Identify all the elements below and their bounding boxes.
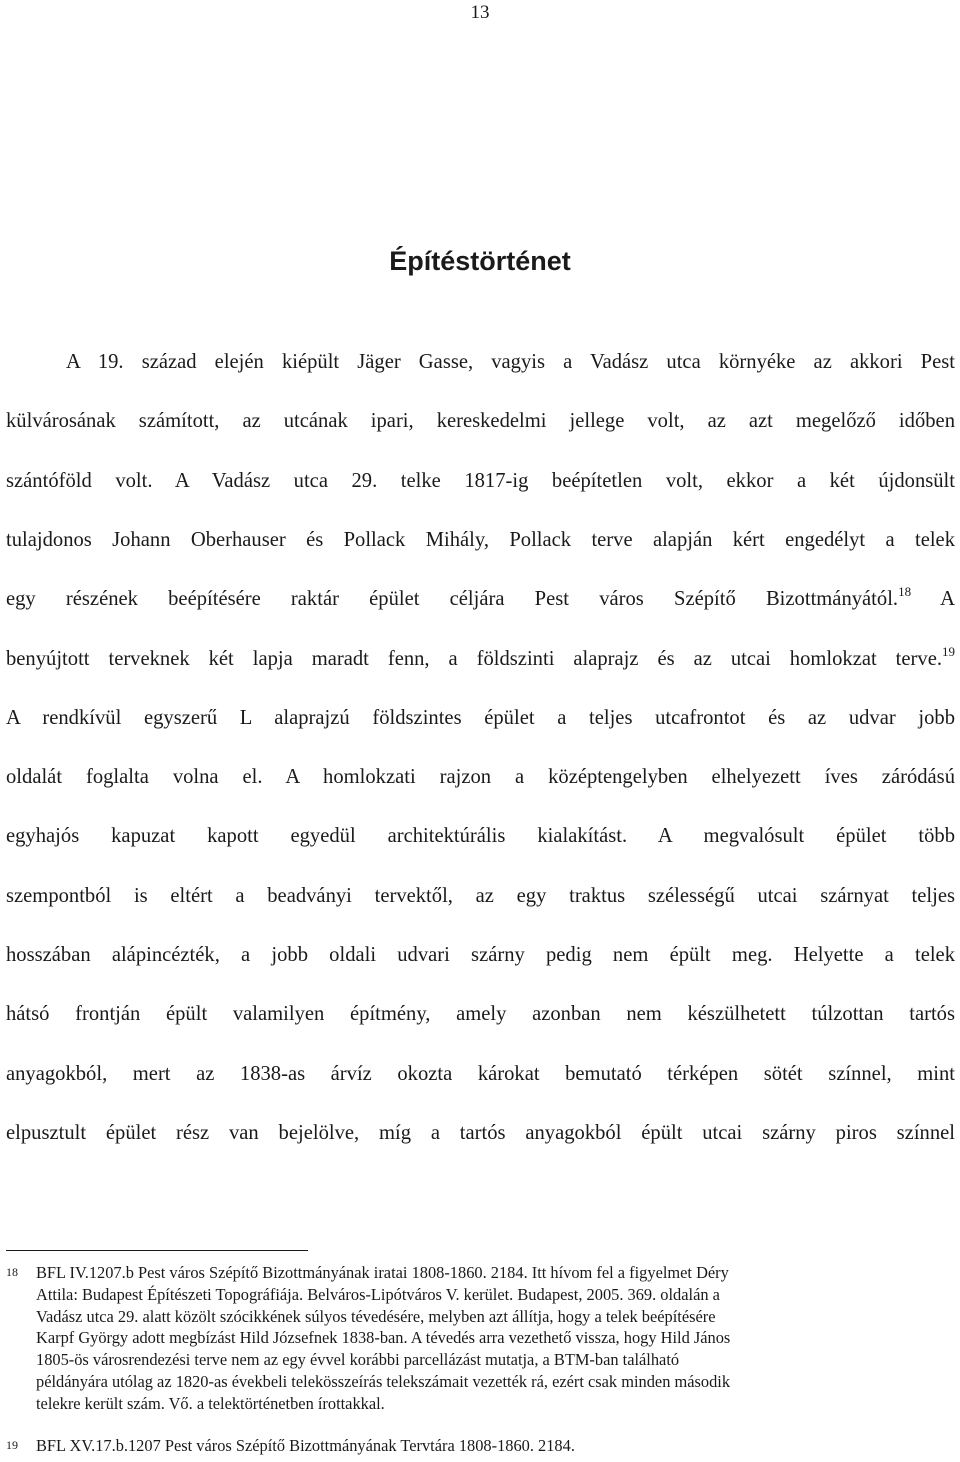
line-text: A [911, 588, 955, 611]
paragraph-line [6, 1123, 955, 1144]
paragraph-line [6, 411, 955, 432]
footnote-line: példányára utólag az 1820-as évekbeli telekösszeírás telekszámait vezették rá, ezért csak minden második [36, 1371, 731, 1391]
footnote-line: BFL IV.1207.b Pest város Szépítő Bizottmányának iratai 1808-1860. 2184. Itt hívom fel a figyelmet Déry [36, 1263, 729, 1282]
paragraph-line [6, 1064, 955, 1085]
paragraph-line [6, 886, 955, 907]
line-text: egyhajós kapuzat kapott egyedül architektúrális kialakítást. A megvalósult épület több [6, 825, 955, 848]
paragraph-line [66, 352, 955, 373]
footnote-line: BFL XV.17.b.1207 Pest város Szépítő Bizottmányának Tervtára 1808-1860. 2184. [36, 1436, 575, 1455]
footnote-reference[interactable]: 19 [942, 643, 955, 659]
paragraph-line [6, 708, 955, 729]
paragraph-line [6, 584, 955, 611]
line-text: anyagokból, mert az 1838-as árvíz okozta károkat bemutató térképen sötét színnel, mint [6, 1062, 955, 1085]
line-text: hosszában alápincézték, a jobb oldali udvari szárny pedig nem épült meg. Helyette a telek [6, 944, 955, 966]
section-heading: Építéstörténet [389, 246, 571, 276]
footnote-text [36, 1262, 936, 1415]
footnote-reference[interactable]: 18 [898, 584, 912, 600]
line-text: elpusztult épület rész van bejelölve, míg a tartós anyagokból épült utcai szárny piros színnel [6, 1121, 955, 1144]
footnote-mark: 19 [6, 1438, 18, 1452]
line-text: benyújtott terveknek két lapja maradt fenn, a földszinti alaprajz és az utcai homlokzat terve. [6, 647, 942, 670]
paragraph-line [6, 643, 955, 670]
paragraph-line [6, 767, 955, 788]
footnote-line: 1805-ös városrendezési terve nem az egy évvel korábbi parcellázást mutatja, a BTM-ban található [36, 1350, 680, 1370]
footnote-divider [6, 1250, 308, 1251]
line-text: szántóföld volt. A Vadász utca 29. telke 1817-ig beépítetlen volt, ekkor a két újdonsült [6, 469, 955, 492]
line-text: A 19. század elején kiépült Jäger Gasse, vagyis a Vadász utca környéke az akkori Pest [66, 351, 955, 373]
line-text: A rendkívül egyszerű L alaprajzú földszintes épület a teljes utcafrontot és az udvar jobb [6, 706, 955, 729]
footnote-line: Karpf György adott megbízást Hild Józsefnek 1838-ban. A tévedés arra vezethető vissza, hogy Hild János [36, 1328, 731, 1348]
line-text: egy részének beépítésére raktár épület céljára Pest város Szépítő Bizottmányától. [6, 588, 899, 611]
paragraph-line [6, 1004, 955, 1025]
line-text: oldalát foglalta volna el. A homlokzati rajzon a középtengelyben elhelyezett íves záródású [6, 766, 955, 789]
paragraph-line [6, 945, 955, 966]
footnote-line: telekre került szám. Vő. a telektörténetben írottakkal. [36, 1393, 385, 1413]
footnote-text [36, 1435, 936, 1457]
line-text: hátsó frontján épült valamilyen építmény, amely azonban nem készülhetett túlzottan tartós [6, 1003, 955, 1026]
footnote-line: Attila: Budapest Építészeti Topográfiája. Belváros-Lipótváros V. kerület. Budapest, 2005. 369. oldalán a [36, 1284, 720, 1304]
page-number: 13 [470, 2, 490, 23]
paragraph-line [6, 471, 955, 492]
paragraph-line [6, 826, 955, 847]
line-text: szempontból is eltért a beadványi tervektől, az egy traktus szélességű utcai szárnyat teljes [6, 884, 955, 907]
footnote-mark: 18 [6, 1265, 18, 1279]
line-text: tulajdonos Johann Oberhauser és Pollack Mihály, Pollack terve alapján kért engedélyt a telek [6, 528, 955, 551]
footnote-line: Vadász utca 29. alatt közölt szócikkének súlyos tévedésére, melyben azt állítja, hogy a telek beépítésére [36, 1306, 716, 1326]
line-text: külvárosának számított, az utcának ipari, kereskedelmi jellege volt, az azt megelőző időben [6, 410, 955, 433]
paragraph-line [6, 530, 955, 551]
